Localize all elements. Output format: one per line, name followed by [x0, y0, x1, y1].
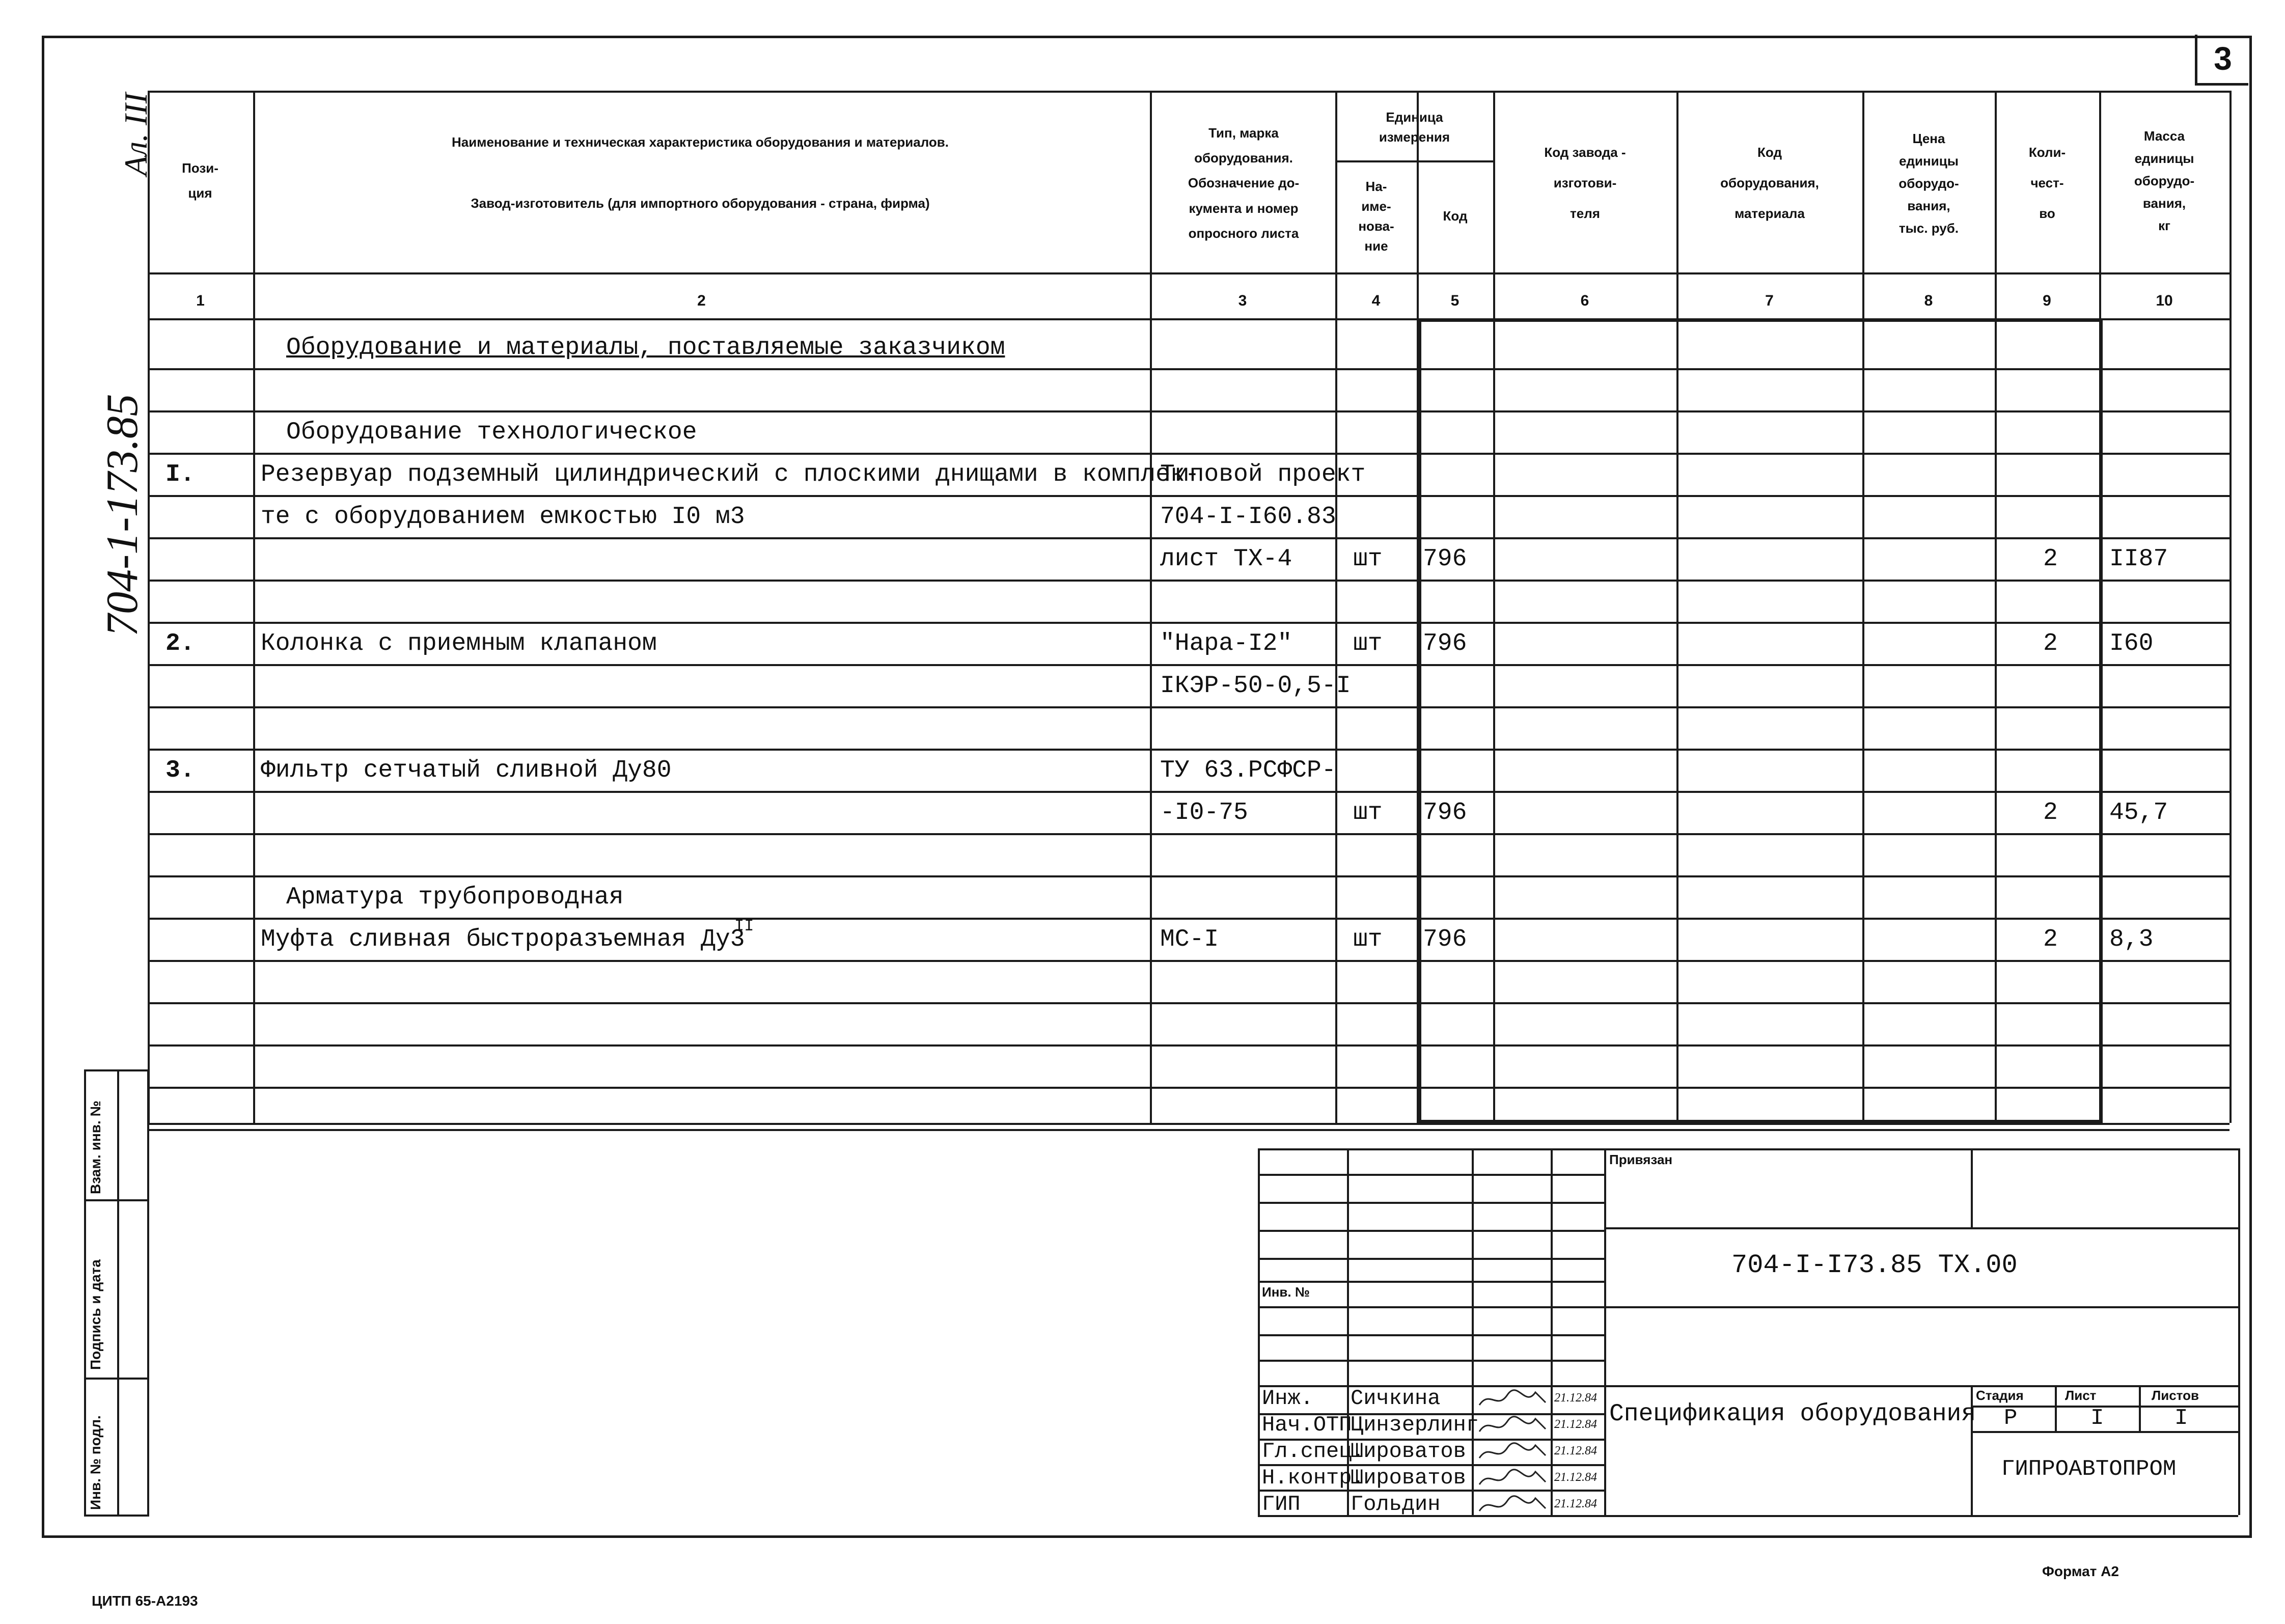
row-mass: 8,3 — [2109, 926, 2154, 953]
signature-image — [1477, 1467, 1548, 1491]
tb-signer-role: Н.контр. — [1262, 1466, 1365, 1490]
footer-code: ЦИТП 65-A2193 — [92, 1593, 198, 1609]
column-number: 1 — [196, 292, 205, 309]
header-equipment-code: Код оборудования, материала — [1720, 145, 1819, 221]
header-factory-code: Код завода - изготови- теля — [1544, 145, 1626, 221]
tb-signer-role: Нач.ОТП — [1262, 1413, 1352, 1437]
side-stamp-inv-podl: Инв. № подл. — [88, 1415, 103, 1510]
row-unit: шт — [1353, 926, 1383, 953]
row-unit: шт — [1353, 799, 1383, 827]
tb-signer-name: Широватов — [1351, 1466, 1466, 1490]
row-unit-code: 796 — [1423, 630, 1467, 657]
signature-image — [1477, 1414, 1548, 1438]
tb-org: ГИПРОАВТОПРОМ — [2001, 1456, 2177, 1482]
column-number: 10 — [2156, 292, 2173, 309]
row-unit-code: 796 — [1423, 799, 1467, 827]
header-mass: Масса единицы оборудо- вания, кг — [2134, 128, 2195, 234]
row-mass: 45,7 — [2109, 799, 2168, 827]
column-number: 2 — [697, 292, 706, 309]
side-label: Ал. III — [118, 93, 154, 176]
column-number: 9 — [2043, 292, 2051, 309]
tb-stage: Р — [2004, 1406, 2018, 1431]
row-unit: шт — [1353, 545, 1383, 573]
sheet-number: 3 — [2195, 35, 2248, 86]
tb-signer-name: Гольдин — [1351, 1492, 1441, 1517]
row-position: 2. — [166, 630, 195, 657]
header-unit-group: Единица измерения — [1379, 109, 1450, 145]
tb-sheet: I — [2090, 1406, 2104, 1431]
row-position: I. — [166, 461, 195, 488]
tb-signer-name: Широватов — [1351, 1439, 1466, 1464]
tb-sheets-label: Листов — [2152, 1388, 2199, 1403]
tb-signer-role: Гл.спец. — [1262, 1439, 1365, 1464]
row-quantity: 2 — [2043, 926, 2058, 953]
row-quantity: 2 — [2043, 799, 2058, 827]
tb-inv-no: Инв. № — [1262, 1284, 1310, 1300]
tb-signer-name: Цинзерлинг — [1351, 1413, 1479, 1437]
tb-sheets: I — [2174, 1406, 2188, 1431]
header-unit-name: На- име- нова- ние — [1358, 179, 1394, 254]
row-type: лист ТХ-4 — [1160, 545, 1292, 573]
row-type: МС-I — [1160, 926, 1219, 953]
tb-signer-date: 21.12.84 — [1554, 1471, 1597, 1484]
row-type: IКЭР-50-0,5-I — [1160, 672, 1351, 700]
signature-image — [1477, 1493, 1548, 1518]
signature-image — [1477, 1387, 1548, 1412]
tb-signer-role: Инж. — [1262, 1386, 1313, 1411]
row-name: Оборудование технологическое — [286, 419, 697, 446]
row-quantity: 2 — [2043, 545, 2058, 573]
row-name: Оборудование и материалы, поставляемые заказчиком — [286, 334, 1005, 362]
column-number: 8 — [1924, 292, 1933, 309]
tb-signer-role: ГИП — [1262, 1492, 1301, 1517]
row-unit: шт — [1353, 630, 1383, 657]
header-type: Тип, марка оборудования. Обозначение до- кумента и номер опросного листа — [1188, 125, 1300, 241]
tb-privyazan: Привязан — [1609, 1152, 1673, 1167]
column-number: 4 — [1371, 292, 1381, 309]
row-type: ТУ 63.РСФСР- — [1160, 757, 1336, 784]
column-number: 6 — [1580, 292, 1589, 309]
column-number: 5 — [1450, 292, 1460, 309]
row-type: 704-I-I60.83 — [1160, 503, 1336, 531]
header-position: Пози- ция — [182, 160, 218, 201]
row-name: Резервуар подземный цилиндрический с плоскими днищами в комплек- — [261, 461, 1200, 488]
tb-sheet-label: Лист — [2065, 1388, 2097, 1403]
row-name: Колонка с приемным клапаном — [261, 630, 657, 657]
tb-signer-name: Сичкина — [1351, 1386, 1441, 1411]
signature-image — [1477, 1440, 1548, 1465]
tb-signer-date: 21.12.84 — [1554, 1497, 1597, 1510]
tb-signer-date: 21.12.84 — [1554, 1391, 1597, 1405]
row-type: -I0-75 — [1160, 799, 1248, 827]
row-unit-code: 796 — [1423, 545, 1467, 573]
row-unit-code: 796 — [1423, 926, 1467, 953]
row-name: Арматура трубопроводная — [286, 884, 624, 911]
tb-title: Спецификация оборудования — [1609, 1400, 1976, 1428]
row-name: Муфта сливная быстроразъемная Ду3 — [261, 926, 745, 953]
row-quantity: 2 — [2043, 630, 2058, 657]
side-stamp-podpis: Подпись и дата — [88, 1259, 103, 1370]
tb-signer-date: 21.12.84 — [1554, 1444, 1597, 1457]
format-label: Формат А2 — [2042, 1563, 2119, 1579]
row-position: 3. — [166, 757, 195, 784]
tb-stage-label: Стадия — [1976, 1388, 2024, 1403]
row-type: "Нара-I2" — [1160, 630, 1292, 657]
tb-signer-date: 21.12.84 — [1554, 1418, 1597, 1431]
header-unit-code: Код — [1443, 208, 1468, 224]
side-stamp-vzam: Взам. инв. № — [88, 1100, 103, 1194]
header-name-line2: Завод-изготовитель (для импортного оборудования - страна, фирма) — [471, 196, 930, 211]
row-mass: II87 — [2109, 545, 2168, 573]
row-type: Типовой проект — [1160, 461, 1366, 488]
column-number: 7 — [1765, 292, 1774, 309]
header-price: Цена единицы оборудо- вания, тыс. руб. — [1898, 130, 1959, 236]
row-name: Фильтр сетчатый сливной Ду80 — [261, 757, 672, 784]
header-quantity: Коли- чест- во — [2028, 145, 2066, 221]
row-mass: I60 — [2109, 630, 2154, 657]
column-number: 3 — [1238, 292, 1247, 309]
side-code: 704-1-173.85 — [98, 394, 147, 637]
row-name-superscript: II — [734, 917, 754, 935]
tb-doc-code: 704-I-I73.85 ТХ.00 — [1731, 1250, 2018, 1280]
header-name-line1: Наименование и техническая характеристика оборудования и материалов. — [451, 134, 949, 150]
row-name: те с оборудованием емкостью I0 м3 — [261, 503, 745, 531]
